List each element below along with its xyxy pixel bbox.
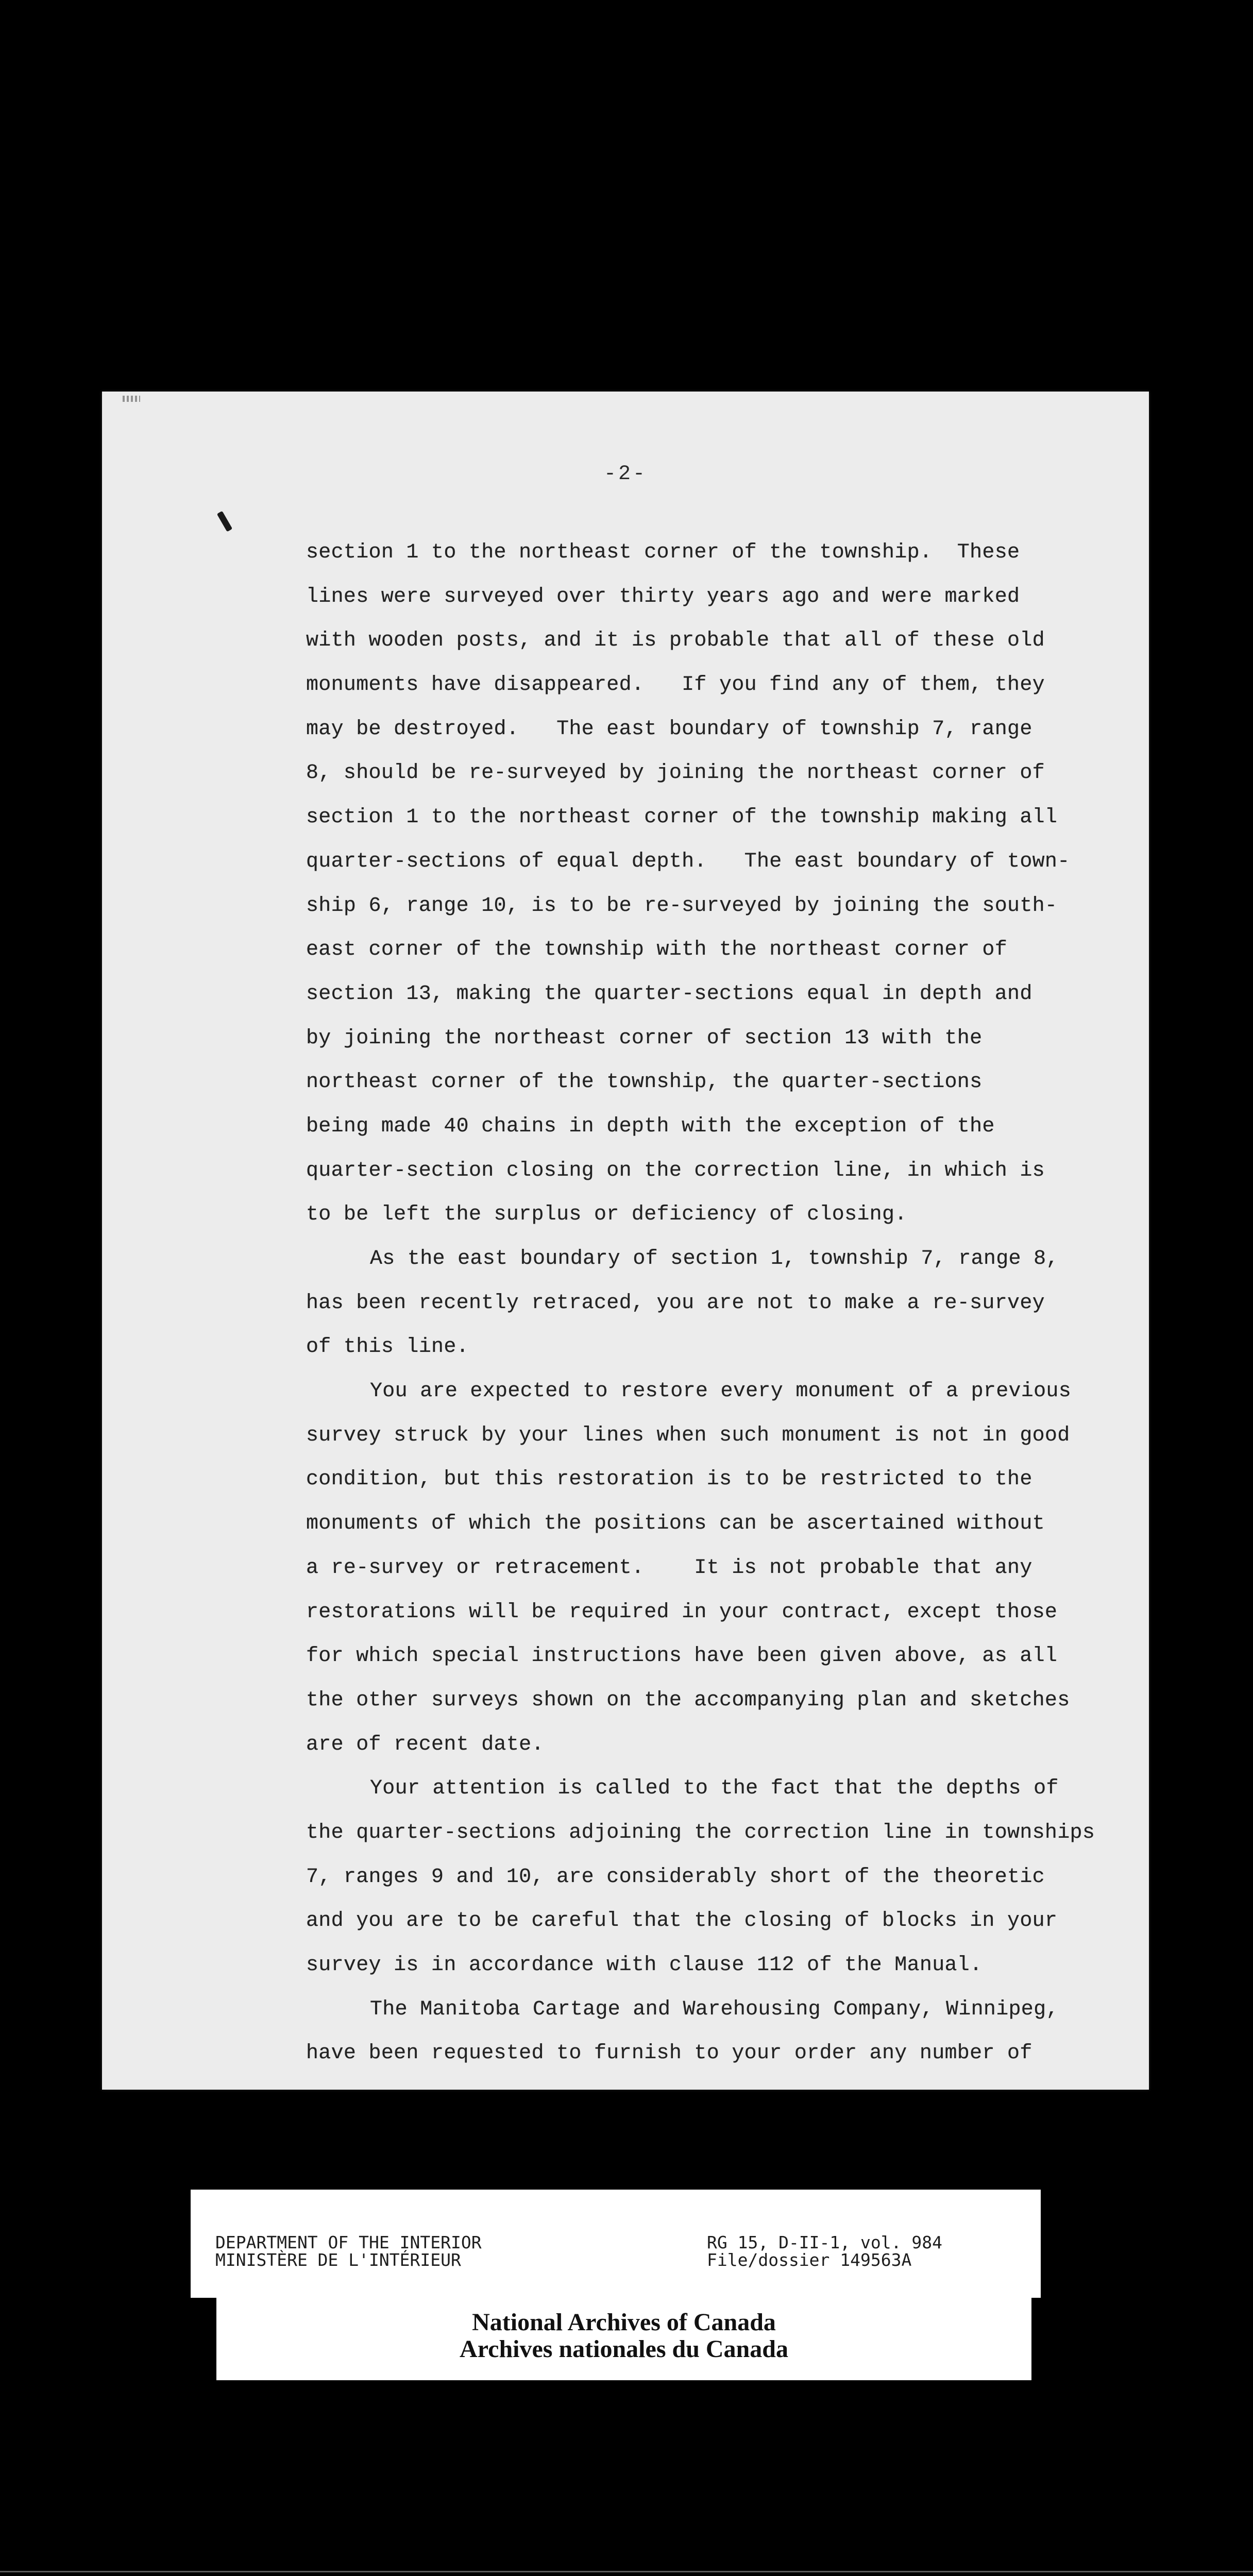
- department-label: [191, 2190, 1041, 2298]
- text-line: section 13, making the quarter-sections equal in depth and: [306, 982, 1032, 1006]
- text-line: east corner of the township with the northeast corner of: [306, 938, 1008, 962]
- department-names: [215, 2234, 482, 2269]
- text-line: has been recently retraced, you are not to make a re-survey: [306, 1291, 1045, 1315]
- text-line: a re-survey or retracement. It is not probable that any: [306, 1556, 1032, 1580]
- text-line: condition, but this restoration is to be restricted to the: [306, 1468, 1032, 1492]
- text-line: may be destroyed. The east boundary of township 7, range: [306, 717, 1032, 741]
- text-line: monuments of which the positions can be ascertained without: [306, 1512, 1045, 1536]
- department-fr: MINISTÈRE DE L'INTÉRIEUR: [215, 2250, 461, 2270]
- text-line: The Manitoba Cartage and Warehousing Company, Winnipeg,: [370, 1997, 1059, 2021]
- text-line: and you are to be careful that the closing of blocks in your: [306, 1909, 1058, 1933]
- text-line: As the east boundary of section 1, township 7, range 8,: [370, 1247, 1059, 1270]
- text-line: You are expected to restore every monument of a previous: [370, 1380, 1072, 1403]
- text-line: survey is in accordance with clause 112 of the Manual.: [306, 1954, 983, 1977]
- text-line: are of recent date.: [306, 1733, 544, 1756]
- record-group: RG 15, D-II-1, vol. 984: [707, 2232, 942, 2252]
- text-line: quarter-section closing on the correction line, in which is: [306, 1159, 1045, 1182]
- text-line: ship 6, range 10, is to be re-surveyed by joining the south-: [306, 894, 1058, 918]
- archives-name-en: National Archives of Canada: [472, 2309, 776, 2336]
- corner-specks: [123, 396, 140, 402]
- text-line: have been requested to furnish to your order any number of: [306, 2042, 1032, 2065]
- text-line: section 1 to the northeast corner of the township. These: [306, 541, 1020, 564]
- text-line: Your attention is called to the fact that the depths of: [370, 1777, 1059, 1801]
- body-text: [306, 531, 1182, 2076]
- archives-name-fr: Archives nationales du Canada: [460, 2335, 788, 2363]
- document-page: [102, 392, 1149, 2090]
- file-number: File/dossier 149563A: [707, 2250, 912, 2270]
- text-line: lines were surveyed over thirty years ago and were marked: [306, 585, 1020, 608]
- text-line: quarter-sections of equal depth. The east boundary of town-: [306, 850, 1070, 873]
- text-line: being made 40 chains in depth with the exception of the: [306, 1114, 995, 1138]
- text-line: to be left the surplus or deficiency of closing.: [306, 1203, 907, 1227]
- text-line: section 1 to the northeast corner of the township making all: [306, 806, 1058, 829]
- text-line: the quarter-sections adjoining the correction line in townships: [306, 1821, 1095, 1844]
- file-reference: [707, 2234, 942, 2269]
- text-line: by joining the northeast corner of section 13 with the: [306, 1026, 983, 1050]
- archives-label: [216, 2298, 1031, 2380]
- department-en: DEPARTMENT OF THE INTERIOR: [215, 2232, 482, 2252]
- text-line: with wooden posts, and it is probable that all of these old: [306, 629, 1045, 653]
- text-line: for which special instructions have been given above, as all: [306, 1645, 1058, 1668]
- text-line: 7, ranges 9 and 10, are considerably short of the theoretic: [306, 1865, 1045, 1889]
- text-line: 8, should be re-surveyed by joining the northeast corner of: [306, 761, 1045, 785]
- page-number: -2-: [603, 463, 647, 486]
- margin-tick-mark: [217, 511, 232, 532]
- text-line: monuments have disappeared. If you find any of them, they: [306, 673, 1045, 697]
- text-line: the other surveys shown on the accompanying plan and sketches: [306, 1688, 1070, 1712]
- bottom-rule: [0, 2571, 1253, 2572]
- text-line: of this line.: [306, 1335, 469, 1359]
- text-line: northeast corner of the township, the quarter-sections: [306, 1071, 983, 1094]
- text-line: restorations will be required in your contract, except those: [306, 1600, 1058, 1624]
- text-line: survey struck by your lines when such monument is not in good: [306, 1423, 1070, 1447]
